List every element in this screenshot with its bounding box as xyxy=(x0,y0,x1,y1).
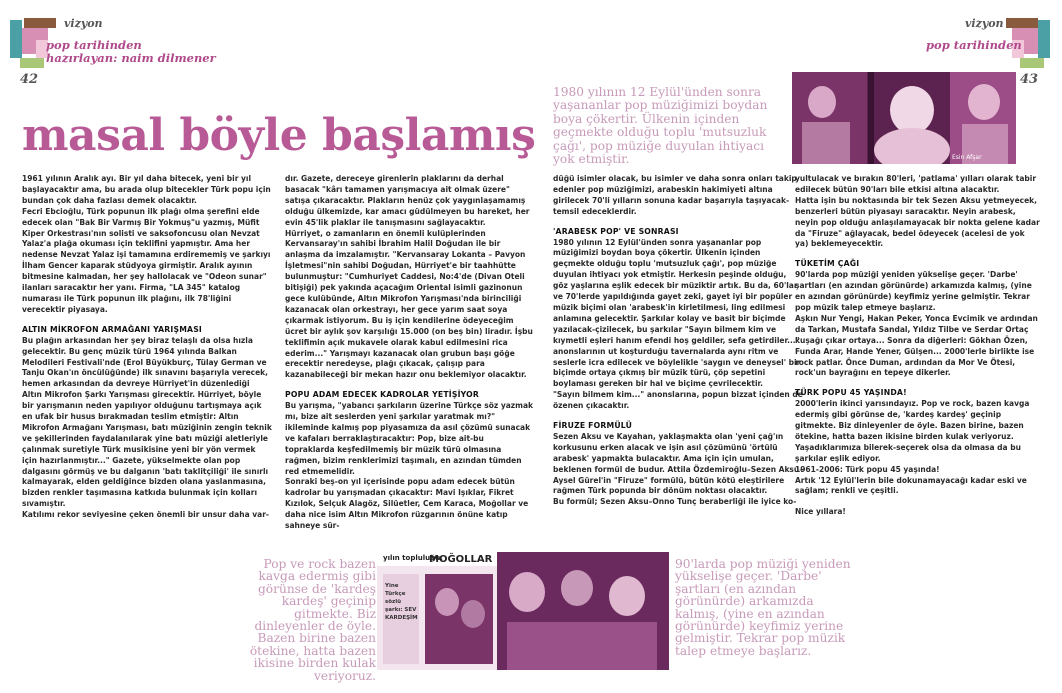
col2-section-paragraph-1: Bu yarışma, "yabancı şarkıların üzerine Türkçe söz yazmak mı, bize ait seslerden yeni şarkılar yaratmak mı?" ikileminde kalmış pop piyasamıza da asıl çözümü sunacak ve kafaları berraklaştıracaktır: Pop, bize ait-bu topraklarda keşfedilmemiş bir müzik türü olmasına rağmen, bizim renklerimizi taşımalı, en azından tümden red etmemelidir. xyxy=(285,401,534,476)
header-color-block-brown xyxy=(24,18,56,28)
section-name-right: pop tarihinden xyxy=(926,38,1022,52)
column-3 xyxy=(553,174,803,544)
col1-paragraph-1: 1961 yılının Aralık ayı. Bir yıl daha bitecek, yeni bir yıl başlayacaktır ama, bu arada olup bitecekler Türk popu için bundan çok daha fazlası demek olacaktır. xyxy=(22,174,271,205)
pull-quote-left: Pop ve rock bazen kavga edermiş gibi görünse de 'kardeş kardeş' geçinip gitmekte. Biz dinleyenler de öyle. Bazen birine bazen ötekine, hatta bazen ikisine birden kulak veriyoruz. xyxy=(249,557,376,683)
cover-text: Yine Türkçe sözlü şarkı: SEV KARDEŞİM xyxy=(385,583,418,621)
col3-section-heading-2: FİRUZE FORMÜLÜ xyxy=(553,421,633,431)
photo-caption: Esin Afşar xyxy=(952,154,982,161)
col4-section-heading: TÜKETİM ÇAĞI xyxy=(795,259,860,269)
magazine-name-right: vizyon xyxy=(965,17,1004,30)
header-color-block-green xyxy=(20,58,44,68)
col4-paragraph-1: yultulacak ve bırakın 80'leri, 'patlama' yılları olarak tabir edilecek bütün 90'ları bile etkisi altına alacaktır. xyxy=(795,174,1037,194)
header-color-block-green-right xyxy=(1020,58,1044,68)
cover-band-name: MOĞOLLAR xyxy=(429,554,493,565)
col1-section-paragraph-1: Bu plağın arkasından her şey biraz telaşlı da olsa hızla gelecektir. Bu genç müzik türü 1964 yılında Balkan Melodileri Festivali'nde (Erol Büyükburç, Tülay German ve Tanju Okan'ın öncülüğünde) ilk sınavını başarıyla verecek, hemen arkasından da devreye Hürriyet'in düzenlediği Altın Mikrofon Şarkı Yarışması girecektir. Hürriyet, böyle bir yarışmanın neden yapılıyor olduğunu tartışmaya açık en ufak bir husus bırakmadan teslim etmiştir: Altın Mikrofon Armağanı Yarışması, batı müziğinin zengin teknik ve şekillerinden faydalanılarak yine batı müziği aletleriyle çalınmak suretiyle Türk musikisine yeni bir yön vermek için hazırlanmıştır..." Gazete, yükselmekte olan pop dalgasını görmüş ve bu dalganın 'batı taklitçiliği' ile sınırlı kalmayarak, elden geldiğince bizden olana yaslanmasına, bizden renkler taşımasına katkıda bulunmak için kolları sıvamıştır. xyxy=(22,335,272,509)
col4-paragraph-2: Hatta işin bu noktasında bir tek Sezen Aksu yetmeyecek, benzerleri bütün piyasayı saracaktır. Neyin arabesk, neyin pop olduğu anlaşılamayacak bir nokta gelene kadar da "Firuze" ağlayacak, bedel ödeyecek (acelesi de yok ya) beklemeyecektir. xyxy=(795,195,1040,249)
byline: hazırlayan: naim dilmener xyxy=(46,51,216,65)
col1-section-heading: ALTIN MİKROFON ARMAĞANI YARIŞMASI xyxy=(22,324,202,334)
header-color-block-teal-right xyxy=(1038,20,1050,58)
top-photo-illustration xyxy=(792,72,1016,164)
col4-section2-paragraph-2: 1961-2006: Türk popu 45 yaşında! xyxy=(795,464,940,474)
col4-section2-paragraph-1: 2000'lerin ikinci yarısındayız. Pop ve rock, bazen kavga edermiş gibi görünse de, 'kardeş kardeş' geçinip gitmekte. Biz dinleyenler de öyle. Bazen birine, bazen ötekine, hatta bazen ikisine birden kulak veriyoruz. Yaşadıklarımıza bilerek-seçerek olsa da olmasa da bu şarkılar eşlik ediyor. xyxy=(795,399,1030,463)
intro-quote: 1980 yılının 12 Eylül'ünden sonra yaşananlar pop müziğimizi boydan boya çökertir. Ülkenin içinden geçmekte olduğu toplu 'mutsuzluk çağı', pop müziğe duyulan ihtiyacı yok etmiştir. xyxy=(553,85,768,167)
pull-quote-right: 90'larda pop müziği yeniden yükselişe geçer. 'Darbe' şartları (en azından görünürde) arkamızda kalmış, (yine en azından görünürde) keyfimiz yerine gelmiştir. Tekrar pop müzik talep etmeye başlarız. xyxy=(675,557,851,658)
col4-section2-paragraph-4: Nice yıllara! xyxy=(795,507,846,517)
col3-section-paragraph-1: 1980 yılının 12 Eylül'ünden sonra yaşananlar pop müziğimizi boydan boya çökertir. Ülkenin içinden geçmekte olduğu toplu 'mutsuzluk çağı', pop müziğe duyulan ihtiyacı yok etmiştir. Herkesin peşinde olduğu, göz yaşlarına eşlik edecek bir müziktir artık. Bu da, 60'lar ve 70'lerde yapıldığında gayet zeki, gayet iyi bir popüler müzik biçimi olan 'arabesk'in kirletilmesi, ling edilmesi anlamına gelecektir. Şarkılar kolay ve basit bir biçimde yazılacak-çizilecek, bu şarkılar "Sayın bilmem kim ve kıymetli eşleri hanım efendi hoş geldiler, sefa getirdiler..." anonslarının ut koşturduğu tavernalarda aynı ritm ve seslerle icra edilecek ve böylelikle 'saygın ve deneysel' bir biçimde ortaya çıkmış bir müzik türü, çöp sepetini boylaması gereken bir hal ve biçime çevrilecektir. xyxy=(553,237,801,389)
col3-section2-paragraph-1: Sezen Aksu ve Kayahan, yaklaşmakta olan 'yeni çağ'ın korkusunu erken alacak ve işin asıl çözümünü 'örtülü arabesk' yapmakta bulacaktır. Ama için için umulan, beklenen formül de budur. Attila Özdemiroğlu–Sezen Aksu–Aysel Gürel'in "Firuze" formülü, bütün kötü eleştirilere rağmen Türk popunda bir dönüm noktası olacaktır. xyxy=(553,431,803,496)
page-number-right: 43 xyxy=(1020,72,1039,87)
cover-header: yılın topluluğu: xyxy=(383,554,443,562)
col4-section-paragraph-1: 90'larda pop müziği yeniden yükselişe geçer. 'Darbe' şartları (en azından görünürde) arkamızda kalmış, (yine en azından görünürde) keyfimiz yerine gelmiştir. Tekrar pop müzik talep etmeye başlarız. xyxy=(795,270,1032,312)
column-2 xyxy=(285,174,535,542)
col1-section-paragraph-2: Katılımı rekor seviyesine çeken önemli bir unsur daha var- xyxy=(22,510,270,520)
col3-section-heading: 'ARABESK POP' VE SONRASI xyxy=(553,226,679,236)
col3-section-paragraph-2: "Sayın bilmem kim..." anonslarına, popun bizzat içinden de özenen çıkacaktır. xyxy=(553,390,803,411)
col2-paragraph-1: dır. Gazete, dereceye girenlerin plaklarını da derhal basacak "kârı tamamen yarışmacıya ait olmak üzere" satışa çıkaracaktır. Plakların henüz çok yaygınlaşamamış olduğu ülkemizde, kar amacı güdülmeyen bu hareket, her evin 45'lik plaklar ile tanışmasını sağlayacaktır. xyxy=(285,174,530,227)
col4-section2-paragraph-3: Artık '12 Eylül'lerin bile dokunamayacağı kadar eski ve sağlam; renkli ve çeşitli. xyxy=(795,475,1027,496)
bottom-photo-band xyxy=(377,552,669,670)
col3-section2-paragraph-2: Bu formül; Sezen Aksu–Onno Tunç beraberliği ile iyice ko- xyxy=(553,497,797,507)
page-number-left: 42 xyxy=(20,72,39,87)
magazine-name-left: vizyon xyxy=(64,17,103,30)
col2-paragraph-2: Hürriyet, o zamanların en önemli kulüplerinden Kervansaray'ın sahibi İbrahim Halil Doğudan ile bir anlaşma da imzalamıştır. "Kervansaray Lokanta – Pavyon İşletmesi"nin sahibi Doğudan, Hürriyet'e bir taahhütte bulunmuştur: "Cumhuriyet Caddesi, No:4'de (Divan Oteli bitişiği) pek yakında açacağım Oriental isimli gazinonun gece kulübünde, Altın Mikrofon Yarışması'nda birinciliği kazanacak olan orkestrayı, her gece yarım saat soya çıkarmak istiyorum. Bu iş için kendilerine ödeyeceğim ücret bir aylık şov karşılığı 15.000 (on beş bin) liradır. İşbu teklifimin açık mukavele olarak kabul edilmesini rica ederim..." Yarışmayı kazanacak olan grubun başı göğe erecektir neredeyse, plağı çıkacak, çalışıp para kazanabileceği bir mekan hazır onu beklemiyor olacaktır. xyxy=(285,228,533,380)
top-photo xyxy=(792,72,1016,164)
bottom-photo-illustration xyxy=(377,552,669,670)
col4-section-heading-2: TÜRK POPU 45 YAŞINDA! xyxy=(795,388,907,398)
col2-section-paragraph-2: Sonraki beş-on yıl içerisinde popu adam edecek bütün kadrolar bu yarışmadan çıkacaktır: Mavi Işıklar, Fikret Kızılok, Selçuk Alagöz, Silüetler, Cem Karaca, Moğollar ve daha nice isim Altın Mikrofon rüzgarının önüne katıp sahneye sür- xyxy=(285,477,529,531)
article-title: masal böyle başlamış xyxy=(22,110,536,161)
section-name-left: pop tarihinden xyxy=(46,38,142,52)
column-4 xyxy=(795,174,1040,544)
header-color-block-brown-right xyxy=(1006,18,1038,28)
col1-paragraph-2: Fecri Ebcioğlu, Türk popunun ilk plağı olma şerefini elde edecek olan "Bak Bir Varmış Bir Yokmuş"u yazmış, Müfit Kiper Orkestrası'nın solisti ve saksofoncusu olan Nevzat Yalaz'a plağa okuması için teklifini yapmıştır. Ama her nedense Nevzat Yalaz işi tamamına erdirememiş ve şarkıyı İlham Gencer kaparak stüdyoya girmiştir. Aralık ayının bitmesine kalmadan, her şey hallolacak ve "Odeon sunar" ilanları saracaktır her yanı. Firma, "LA 345" katalog numarası ile Türk popunun ilk plağını, ilk 78'liğini verecektir piyasaya. xyxy=(22,206,271,314)
col4-section-paragraph-2: Aşkın Nur Yengi, Hakan Peker, Yonca Evcimik ve ardından da Tarkan, Mustafa Sandal, Yıldız Tilbe ve Serdar Ortaç kuşağı çıkar ortaya... Sonra da diğerleri: Gökhan Özen, Funda Arar, Hande Yener, Gülşen... 2000'lerle birlikte ise rock patlar. Önce Duman, ardından da Mor Ve Ötesi, rock'un bayrağını en tepeye dikerler. xyxy=(795,313,1038,378)
header-color-block-teal xyxy=(10,20,22,58)
column-1 xyxy=(22,174,272,542)
col3-paragraph-1: düğü isimler olacak, bu isimler ve daha sonra onları takip edenler pop müziğimizi, arabeskin hakimiyeti altına girilecek 70'li yılların sonuna kadar başarıyla taşıyacak-temsil edeceklerdir. xyxy=(553,174,797,216)
col2-section-heading: POPU ADAM EDECEK KADROLAR YETİŞİYOR xyxy=(285,390,479,400)
